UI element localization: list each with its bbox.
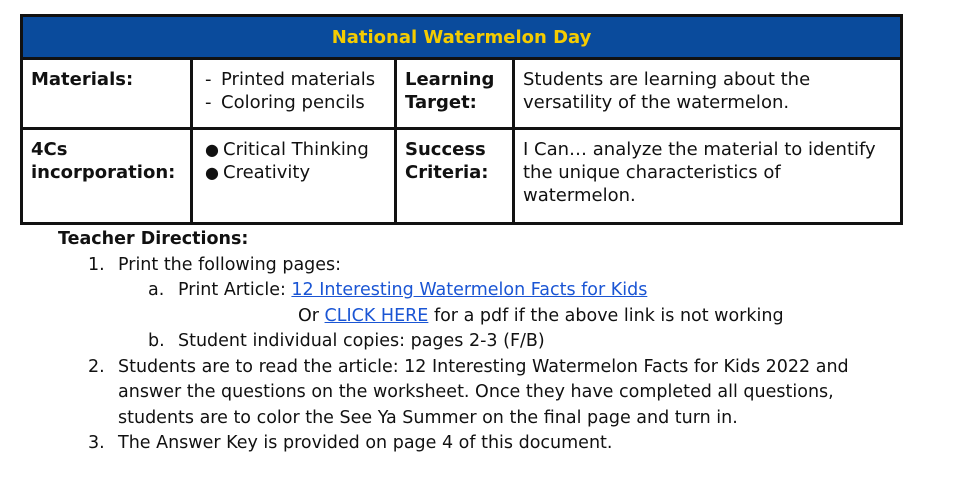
direction-step-1a [58, 278, 938, 304]
table-title: National Watermelon Day [22, 16, 902, 59]
success-criteria-label-line2: Criteria: [405, 162, 489, 183]
pdf-note: for a pdf if the above link is not working [428, 305, 784, 326]
or-prefix: Or [298, 305, 325, 326]
fourcs-label [22, 129, 192, 224]
direction-step-1b [58, 329, 938, 355]
direction-step-1a-continued [58, 304, 938, 330]
learning-target-text [514, 59, 902, 129]
sub-step-letter: a. [148, 280, 165, 300]
step-2-line1: Students are to read the article: 12 Interesting Watermelon Facts for Kids 2022 and [118, 356, 849, 377]
fourcs-label-line1: 4Cs [31, 139, 68, 160]
learning-target-label-line1: Learning [405, 69, 495, 90]
bullet-icon: ● [205, 140, 219, 159]
success-criteria-label [396, 129, 514, 224]
directions-heading: Teacher Directions: [58, 229, 249, 249]
step-number: 2. [88, 356, 105, 377]
learning-target-line2: versatility of the watermelon. [523, 92, 790, 113]
success-criteria-line2: the unique characteristics of [523, 162, 781, 183]
fourcs-item-critical-thinking: Critical Thinking [223, 139, 369, 160]
materials-list [192, 59, 396, 129]
dash-marker: - [205, 92, 212, 113]
success-criteria-label-line1: Success [405, 139, 486, 160]
materials-label: Materials: [22, 59, 192, 129]
sub-step-letter: b. [148, 331, 165, 351]
fourcs-label-line2: incorporation: [31, 162, 176, 183]
materials-item-printed: Printed materials [221, 69, 376, 90]
article-link[interactable]: 12 Interesting Watermelon Facts for Kids [291, 280, 648, 300]
list-item [205, 138, 390, 161]
lesson-plan-table [20, 14, 903, 225]
fourcs-item-creativity: Creativity [223, 162, 311, 183]
step-number: 1. [88, 254, 105, 275]
step-2-line2: answer the questions on the worksheet. Once they have completed all questions, [118, 382, 834, 402]
list-item [205, 91, 390, 114]
step-1-text: Print the following pages: [118, 254, 342, 275]
dash-marker: - [205, 69, 212, 90]
sub-step-a-line [178, 278, 647, 304]
print-article-prefix: Print Article: [178, 280, 292, 300]
learning-target-label-line2: Target: [405, 92, 477, 113]
success-criteria-line1: I Can… analyze the material to identify [523, 139, 876, 160]
learning-target-line1: Students are learning about the [523, 69, 811, 90]
step-3-text: The Answer Key is provided on page 4 of this document. [118, 433, 613, 453]
success-criteria-line3: watermelon. [523, 185, 636, 206]
fourcs-list [192, 129, 396, 224]
click-here-link[interactable]: CLICK HERE [324, 305, 429, 326]
direction-step-1 [58, 253, 938, 279]
materials-item-pencils: Coloring pencils [221, 92, 365, 113]
sub-step-b-text: Student individual copies: pages 2-3 (F/B) [178, 331, 545, 351]
direction-step-2 [58, 355, 938, 432]
learning-target-label [396, 59, 514, 129]
step-2-text [118, 355, 888, 432]
success-criteria-text [514, 129, 902, 224]
list-item [205, 68, 390, 91]
step-number: 3. [88, 433, 105, 453]
bullet-icon: ● [205, 163, 219, 182]
direction-step-3 [58, 431, 938, 457]
step-2-line3: students are to color the See Ya Summer on the final page and turn in. [118, 407, 738, 428]
teacher-directions [58, 227, 938, 457]
list-item [205, 161, 390, 184]
